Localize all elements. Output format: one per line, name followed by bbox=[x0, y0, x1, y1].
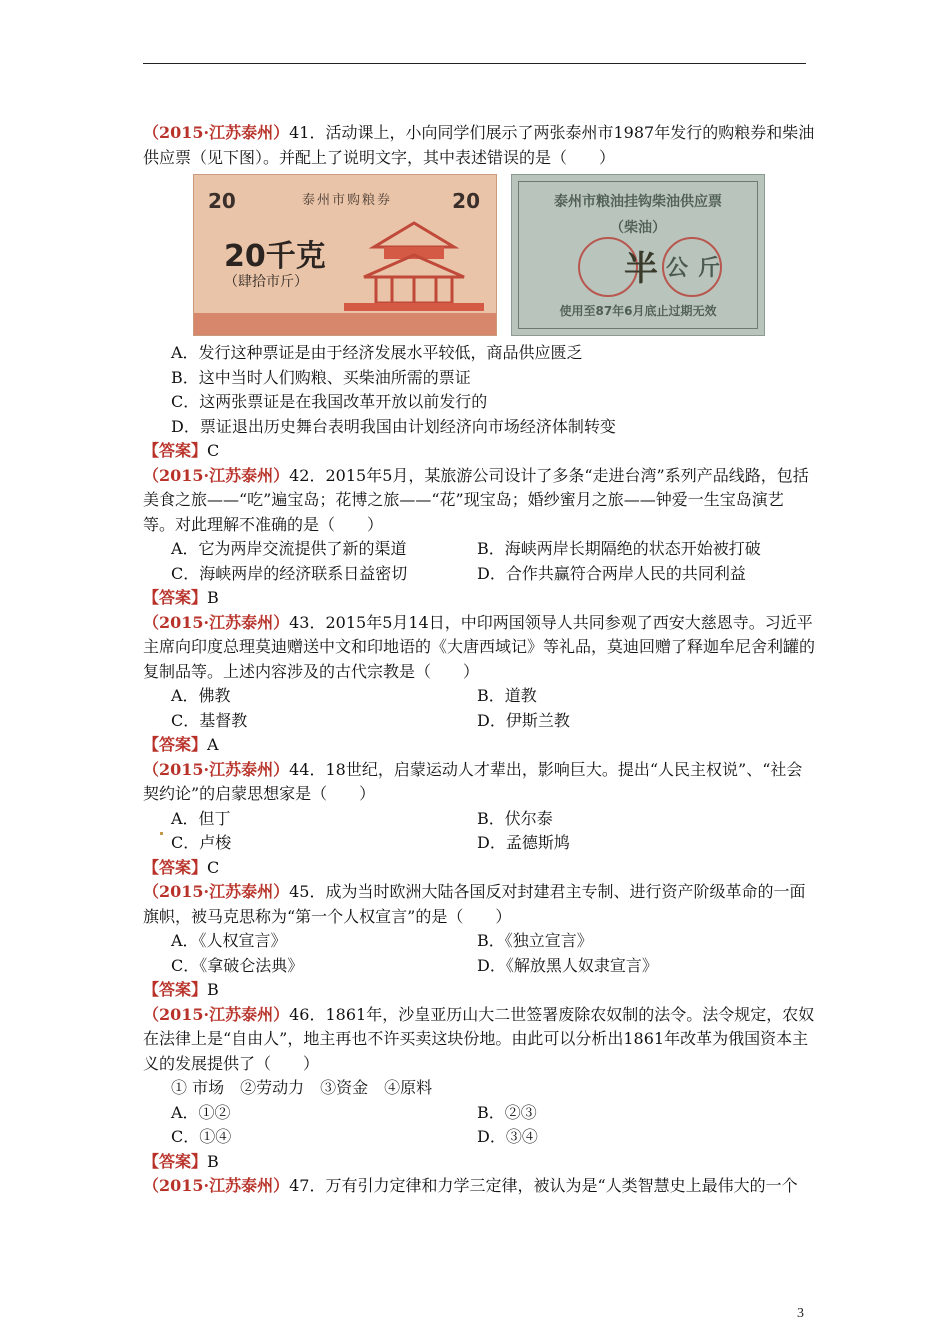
ticket-subtitle: （柴油） bbox=[610, 220, 666, 236]
coupon-amount-sub: （肆拾市斤） bbox=[224, 274, 308, 290]
answer-value: C bbox=[207, 857, 220, 877]
answer-label: 【答案】 bbox=[143, 588, 208, 607]
coupon-title: 泰州市购粮券 bbox=[302, 193, 393, 208]
option-d: D．合作共赢符合两岸人民的共同利益 bbox=[477, 563, 746, 583]
answer-label: 【答案】 bbox=[143, 441, 208, 460]
answer-label: 【答案】 bbox=[143, 1151, 208, 1171]
header-rule bbox=[143, 63, 806, 64]
option-d: D．伊斯兰教 bbox=[477, 710, 570, 730]
ticket-title: 泰州市粮油挂钩柴油供应票 bbox=[554, 194, 722, 210]
source-tag: （2015·江苏泰州） bbox=[143, 759, 290, 779]
question-stem: 47．万有引力定律和力学三定律，被认为是“人类智慧史上最伟大的一个 bbox=[289, 1176, 798, 1195]
page-number: 3 bbox=[797, 1306, 804, 1321]
option-a: A．佛教 bbox=[171, 686, 231, 705]
option-c: C．这两张票证是在我国改革开放以前发行的 bbox=[171, 392, 488, 411]
option-d: D．孟德斯鸠 bbox=[477, 833, 570, 852]
option-d: D．③④ bbox=[477, 1127, 538, 1146]
answer-45 bbox=[143, 978, 815, 1003]
option-row bbox=[143, 831, 815, 856]
answer-label: 【答案】 bbox=[143, 980, 208, 999]
option-row bbox=[143, 1101, 815, 1126]
source-tag: （2015·江苏泰州） bbox=[143, 465, 290, 485]
question-44 bbox=[143, 758, 815, 807]
option-c: C．①④ bbox=[171, 1127, 232, 1146]
question-stem: 43．2015年5月14日，中印两国领导人共同参观了西安大慈恩寺。习近平主席向印度总理莫迪赠送中文和印地语的《大唐西域记》等礼品，莫迪回赠了释迦牟尼舍利罐的复制品等。上述内容涉及的古代宗教是（ ） bbox=[143, 612, 816, 681]
ticket-amount: 半 bbox=[624, 249, 658, 289]
option-row bbox=[143, 954, 815, 979]
option-row bbox=[143, 929, 815, 954]
question-stem: 45．成为当时欧洲大陆各国反对封建君主专制、进行资产阶级革命的一面旗帜，被马克思称为“第一个人权宣言”的是（ ） bbox=[143, 882, 806, 926]
option-a: A．发行这种票证是由于经济发展水平较低，商品供应匮乏 bbox=[171, 343, 583, 362]
source-tag: （2015·江苏泰州） bbox=[143, 1176, 290, 1195]
question-42 bbox=[143, 464, 815, 538]
choice-items: ① 市场 ②劳动力 ③资金 ④原料 bbox=[171, 1078, 433, 1097]
answer-label: 【答案】 bbox=[143, 735, 208, 754]
option-row bbox=[143, 807, 815, 832]
coupon-amount: 20千克 bbox=[224, 239, 326, 274]
coupon-bottom-band bbox=[194, 313, 496, 335]
question-41 bbox=[143, 121, 815, 170]
option-d: D．《解放黑人奴隶宣言》 bbox=[477, 955, 658, 975]
answer-42 bbox=[143, 586, 815, 611]
question-47 bbox=[143, 1174, 815, 1199]
option-row bbox=[143, 562, 815, 587]
source-tag: （2015·江苏泰州） bbox=[143, 882, 290, 901]
option-b: B．道教 bbox=[477, 686, 537, 705]
question-stem: 44．18世纪，启蒙运动人才辈出，影响巨大。提出“人民主权说”、“社会契约论”的启蒙思想家是（ ） bbox=[143, 759, 803, 803]
option-c: C．《拿破仑法典》 bbox=[171, 955, 304, 975]
source-tag: （2015·江苏泰州） bbox=[143, 1004, 290, 1024]
grain-coupon-image bbox=[193, 174, 497, 336]
source-tag: （2015·江苏泰州） bbox=[143, 123, 290, 142]
option-a: A．《人权宣言》 bbox=[171, 931, 287, 950]
option-row bbox=[143, 537, 815, 562]
answer-46 bbox=[143, 1150, 815, 1175]
option-b: B．这中当时人们购粮、买柴油所需的票证 bbox=[171, 367, 471, 387]
question-stem: 46．1861年，沙皇亚历山大二世签署废除农奴制的法令。法令规定，农奴在法律上是“自由人”，地主再也不许买卖这块份地。由此可以分析出1861年改革为俄国资本主义的发展提供了（ ） bbox=[143, 1004, 815, 1073]
ticket-unit: 公斤 bbox=[666, 256, 731, 281]
answer-41 bbox=[143, 439, 815, 464]
option-b: B．海峡两岸长期隔绝的状态开始被打破 bbox=[477, 539, 761, 558]
document-body bbox=[143, 121, 815, 1199]
pavilion-illustration bbox=[344, 215, 484, 315]
diesel-ticket-image bbox=[511, 174, 765, 336]
coupon-number-left: 20 bbox=[208, 189, 236, 213]
option-row bbox=[143, 684, 815, 709]
question-43 bbox=[143, 611, 815, 685]
option-row bbox=[143, 1125, 815, 1150]
answer-value: A bbox=[207, 735, 219, 754]
answer-value: B bbox=[207, 1151, 219, 1171]
question-stem: 41．活动课上，小向同学们展示了两张泰州市1987年发行的购粮券和柴油供应票（见下图）。并配上了说明文字，其中表述错误的是（ ） bbox=[143, 123, 815, 167]
option-a: A．但丁 bbox=[171, 808, 231, 828]
option-d: D．票证退出历史舞台表明我国由计划经济向市场经济体制转变 bbox=[171, 416, 616, 436]
option-a: A．它为两岸交流提供了新的渠道 bbox=[171, 539, 407, 558]
answer-44 bbox=[143, 856, 815, 881]
answer-value: B bbox=[207, 588, 219, 607]
answer-value: C bbox=[207, 441, 220, 460]
option-a: A．①② bbox=[171, 1102, 231, 1122]
ticket-images bbox=[193, 174, 815, 336]
option-row bbox=[143, 709, 815, 734]
option-c: C．基督教 bbox=[171, 710, 248, 730]
question-46 bbox=[143, 1003, 815, 1077]
answer-43 bbox=[143, 733, 815, 758]
answer-value: B bbox=[207, 980, 219, 999]
question-45 bbox=[143, 880, 815, 929]
option-c: C．海峡两岸的经济联系日益密切 bbox=[171, 563, 408, 583]
option-b: B．伏尔泰 bbox=[477, 808, 553, 828]
answer-label: 【答案】 bbox=[143, 857, 208, 877]
source-tag: （2015·江苏泰州） bbox=[143, 612, 290, 632]
ticket-footer: 使用至87年6月底止过期无效 bbox=[559, 304, 717, 318]
option-b: B．②③ bbox=[477, 1102, 537, 1122]
option-b: B．《独立宣言》 bbox=[477, 931, 593, 950]
question-stem: 42．2015年5月，某旅游公司设计了多条“走进台湾”系列产品线路，包括美食之旅——“吃”遍宝岛；花博之旅——“花”现宝岛；婚纱蜜月之旅——钟爱一生宝岛演艺等。对此理解不准确的是（ ） bbox=[143, 465, 809, 534]
coupon-number-right: 20 bbox=[452, 189, 480, 213]
option-c: C．卢梭 bbox=[171, 833, 232, 852]
